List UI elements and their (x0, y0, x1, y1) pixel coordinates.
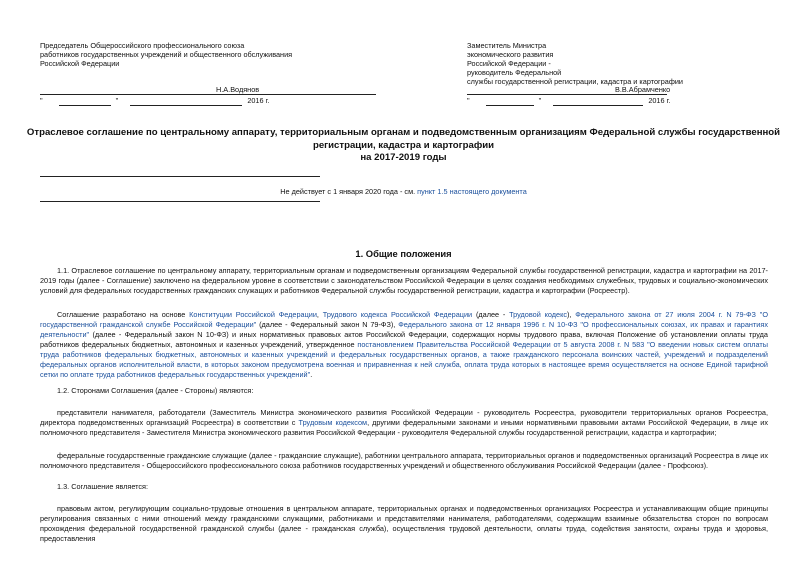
validity-notice-text: Не действует с 1 января 2020 года - см. (280, 187, 418, 196)
validity-notice (0, 187, 807, 197)
paragraph-basis (40, 310, 768, 379)
right-signature-line (467, 94, 667, 95)
validity-notice-link[interactable]: пункт 1.5 настоящего документа (417, 187, 527, 196)
paragraph-legal-act (40, 504, 768, 544)
right-signature-block (467, 41, 767, 87)
right-signatory-title-line-3: Российской Федерации - (467, 59, 551, 69)
notice-top-divider (40, 176, 320, 177)
document-title-line-2: регистрации, кадастра и картографии (312, 139, 495, 151)
labor-code-short-link[interactable]: Трудовой кодекс (509, 310, 568, 319)
left-signature-block (40, 41, 340, 68)
right-signatory-title-line-5: службы государственной регистрации, кадастра и картографии (467, 77, 683, 87)
left-signatory-title-line-2: работников государственных учреждений и общественного обслуживания (40, 50, 293, 60)
basis-text-6: (далее - Федеральный закон N 10-ФЗ) и иных нормативных правовых актов Российской Федерации, содержащих нормы трудового права, включая Положение об установлении оплаты труда работников федеральных бюджетных, автономных и казенных учреждений, утвержденное (40, 329, 768, 349)
paragraph-1-1-text: 1.1. Отраслевое соглашение по центральному аппарату, территориальным органам и подведомственным организациям Федеральной службы государственной регистрации, кадастра и картографии на 2017-2019 годы (далее - Соглашение) заключено на федеральном уровне в соответствии с законодательством Российской Федерации в целях создания необходимых служебных, трудовых и социально-экономических условий для федеральных государственных гражданских служащих и работников Федеральной службы государственной регистрации, кадастра и картографии (Росреестр). (40, 266, 768, 295)
left-date-year: 2016 г. (247, 96, 270, 105)
labor-code-link[interactable]: Трудового кодекса Российской Федерации (322, 310, 473, 319)
left-date-day-blank (59, 97, 111, 106)
paragraph-1-2-text: 1.2. Сторонами Соглашения (далее - Стороны) являются: (57, 386, 254, 395)
document-title-line-3: на 2017-2019 годы (360, 152, 447, 164)
right-date-month-blank (553, 97, 643, 106)
paragraph-1-1 (40, 266, 768, 296)
basis-text-4: ), (567, 310, 576, 319)
paragraph-civil-servants (40, 451, 768, 471)
paragraph-1-3 (40, 482, 768, 492)
right-date-day-blank (486, 97, 534, 106)
right-date-quote-open: " (467, 96, 470, 105)
right-date-line (467, 96, 670, 106)
left-date-month-blank (130, 97, 242, 106)
labor-code-link-2[interactable]: Трудовым кодексом (298, 417, 368, 427)
federal-law-10-link[interactable]: Федерального закона от 12 января 1996 г. N 10-ФЗ "О профессиональных союзах, их правах и гарантиях деятельности" (40, 319, 768, 339)
right-signatory-name: В.В.Абрамченко (615, 85, 671, 94)
paragraph-basis-text (40, 310, 768, 379)
right-signatory-title-line-4: руководитель Федеральной (467, 68, 562, 78)
paragraph-civil-servants-text: федеральные государственные гражданские служащие (далее - гражданские служащие), работники центрального аппарата, территориальных органов и подведомственных организаций Росреестра в лице их полномочного представителя - Общероссийского профессионального союза работников государственных учреждений и общественного обслуживания Российской Федерации (далее - Профсоюз). (40, 451, 768, 470)
left-signatory-title-line-1: Председатель Общероссийского профессионального союза (40, 41, 245, 50)
left-signatory-name: Н.А.Водянов (216, 85, 260, 94)
basis-text-7: . (310, 369, 313, 379)
right-date-year: 2016 г. (648, 96, 671, 105)
paragraph-1-3-text: 1.3. Соглашение является: (57, 482, 149, 491)
document-title-line-1: Отраслевое соглашение по центральному аппарату, территориальным органам и подведомственным организациям Федеральной службы государственной (26, 127, 781, 138)
employer-text-1: представители нанимателя, работодатели (Заместитель Министра экономического развития Российской Федерации - руководитель Росреестра, руководители территориальных органов Росреестра, директора подведомственных организаций Росреестра) в соответствии с (40, 408, 768, 427)
basis-text-1: Соглашение разработано на основе (57, 310, 190, 319)
government-decree-583-link[interactable]: постановлением Правительства Российской Федерации от 5 августа 2008 г. N 583 "О введении новых систем оплаты труда работников федеральных бюджетных, автономных и казенных учреждений и федеральных государственных органов, а также гражданского персонала воинских частей, учреждений и подразделений федеральных органов исполнительной власти, в которых законом предусмотрена военная и приравненная к ней служба, оплата труда которых в настоящее время осуществляется на основе Единой тарифной сетки по оплате труда работников федеральных государственных учреждений" (40, 339, 768, 379)
section-heading: 1. Общие положения (355, 248, 452, 259)
basis-text-3: (далее - (472, 310, 510, 319)
left-signature-line (40, 94, 376, 95)
left-date-line (40, 96, 269, 106)
basis-text-2: , (316, 310, 323, 319)
right-signatory-title-line-1: Заместитель Министра (467, 41, 547, 50)
right-signatory-title-line-2: экономического развития (467, 50, 554, 60)
right-date-quote-close: " (538, 96, 542, 105)
paragraph-employer-representatives (40, 408, 768, 438)
constitution-link[interactable]: Конституции Российской Федерации (189, 310, 317, 319)
left-date-quote-close: " (115, 96, 119, 105)
left-signatory-title-line-3: Российской Федерации (40, 59, 120, 69)
basis-text-5: (далее - Федеральный закон N 79-ФЗ), (256, 319, 399, 329)
paragraph-legal-act-text: правовым актом, регулирующим социально-трудовые отношения в центральном аппарате, территориальных органах и подведомственных организациях Росреестра и устанавливающим общие принципы регулирования связанных с ними отношений между гражданскими служащими, работниками и представителями нанимателя, работодателями, содержащим взаимные обязательства сторон по вопросам прохождения федеральной государственной гражданской службы (далее - гражданская служба), осуществления трудовой деятельности, оплаты труда, содействия занятости, охраны труда и здоровья, предоставления (40, 504, 768, 543)
federal-law-79-link[interactable]: Федерального закона от 27 июля 2004 г. N 79-ФЗ "О государственной гражданской службе Российской Федерации" (40, 310, 768, 329)
document-title (0, 127, 807, 165)
paragraph-1-2 (40, 386, 768, 396)
employer-text-2: , другими федеральными законами и иными нормативными правовыми актами Российской Федерации, в лице их полномочного представителя - Заместителя Министра экономического развития Российской Федерации - руководителя Федеральной службы государственной регистрации, кадастра и картографии; (40, 417, 768, 437)
paragraph-employer-representatives-text (40, 408, 768, 438)
left-date-quote-open: " (40, 96, 43, 105)
notice-bottom-divider (40, 201, 320, 202)
